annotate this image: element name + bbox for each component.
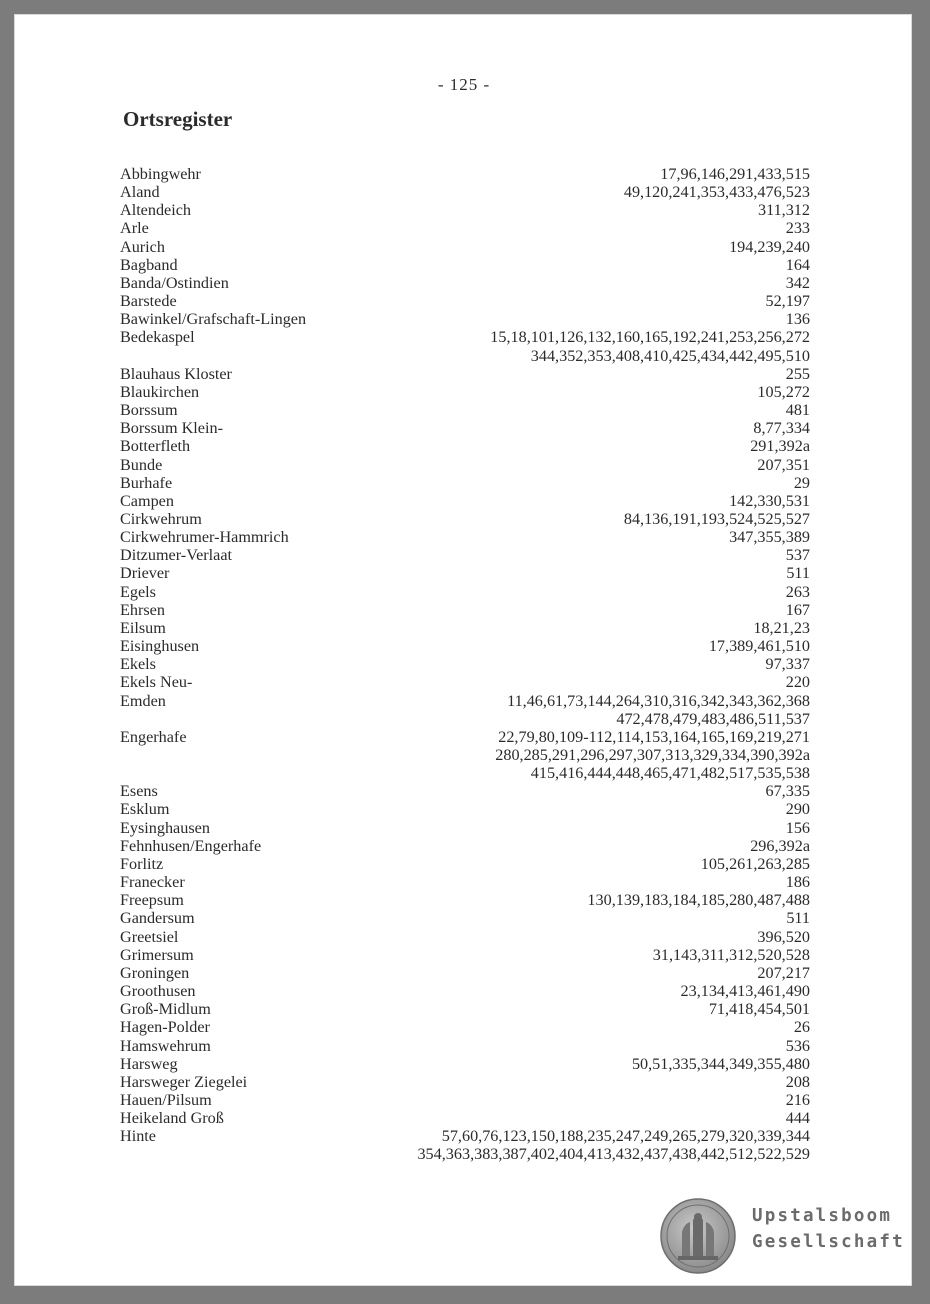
- place-name: Ekels: [120, 655, 156, 674]
- page-reference-line: 67,335: [765, 782, 810, 801]
- page-reference-line: 167: [785, 600, 810, 619]
- place-name: Groß-Midlum: [120, 1000, 211, 1019]
- page-reference-line: 31,143,311,312,520,528: [652, 945, 810, 964]
- place-name: Cirkwehrumer-Hammrich: [120, 528, 289, 547]
- page-references: [247, 1073, 810, 1091]
- page-references: [190, 437, 810, 455]
- index-entry: [120, 1037, 810, 1055]
- place-name: Groothusen: [120, 982, 196, 1001]
- page-references: [196, 982, 810, 1000]
- page-references: [177, 292, 810, 310]
- index-entry: [120, 619, 810, 637]
- index-entry: [120, 1000, 810, 1018]
- place-name: Greetsiel: [120, 927, 179, 946]
- index-entry: [120, 601, 810, 619]
- page-reference-line: 23,134,413,461,490: [680, 982, 810, 1001]
- page-reference-line: 208: [785, 1072, 810, 1091]
- page-reference-line: 220: [785, 673, 810, 692]
- page-references: [201, 165, 810, 183]
- page-reference-line: 8,77,334: [753, 419, 810, 438]
- index-entry: [120, 546, 810, 564]
- page-references: [160, 183, 810, 201]
- page-references: [187, 728, 810, 782]
- place-name: Arle: [120, 219, 149, 238]
- page-reference-line: 537: [785, 546, 810, 565]
- place-name: Engerhafe: [120, 727, 187, 746]
- page-references: [232, 546, 810, 564]
- page-references: [169, 800, 810, 818]
- place-name: Esklum: [120, 800, 170, 819]
- page-references: [211, 1000, 810, 1018]
- page-reference-line: 52,197: [765, 292, 810, 311]
- place-name: Hamswehrum: [120, 1036, 211, 1055]
- document-page: [14, 14, 912, 1286]
- place-name: Ekels Neu-: [120, 673, 193, 692]
- place-name: Ditzumer-Verlaat: [120, 546, 233, 565]
- place-name: Ehrsen: [120, 600, 165, 619]
- page-reference-line: 29: [793, 473, 810, 492]
- index-entry: [120, 401, 810, 419]
- place-name: Groningen: [120, 963, 190, 982]
- page-references: [232, 365, 810, 383]
- page-reference-line: 22,79,80,109-112,114,153,164,165,169,219,271: [498, 727, 810, 746]
- page-references: [261, 837, 810, 855]
- page-reference-line: 472,478,479,483,486,511,537: [616, 709, 810, 728]
- page-references: [202, 510, 810, 528]
- index-entry: [120, 928, 810, 946]
- page-reference-line: 164: [785, 255, 810, 274]
- page-reference-line: 444: [785, 1109, 810, 1128]
- index-entry: [120, 437, 810, 455]
- page-references: [178, 256, 810, 274]
- page-references: [199, 383, 810, 401]
- place-name: Forlitz: [120, 854, 164, 873]
- place-name: Heikeland Groß: [120, 1109, 224, 1128]
- place-name: Franecker: [120, 873, 185, 892]
- page-references: [162, 456, 810, 474]
- page-reference-line: 536: [785, 1036, 810, 1055]
- page-references: [178, 1055, 810, 1073]
- place-name: Altendeich: [120, 201, 192, 220]
- page-references: [156, 583, 810, 601]
- page-references: [163, 855, 810, 873]
- page-references: [178, 401, 810, 419]
- page-reference-line: 291,392a: [750, 437, 810, 456]
- page-reference-line: 142,330,531: [729, 491, 810, 510]
- place-name: Bedekaspel: [120, 328, 195, 347]
- page-reference-line: 255: [785, 364, 810, 383]
- page-reference-line: 290: [785, 800, 810, 819]
- place-name: Bawinkel/Grafschaft-Lingen: [120, 310, 307, 329]
- page-references: [166, 692, 810, 728]
- page-reference-line: 17,389,461,510: [708, 637, 810, 656]
- index-entry: [120, 873, 810, 891]
- page-number: - 125 -: [437, 75, 491, 94]
- index-entry: [120, 165, 810, 183]
- place-name: Gandersum: [120, 909, 195, 928]
- index-entry: [120, 492, 810, 510]
- page-references: [178, 928, 810, 946]
- page-reference-line: 105,261,263,285: [700, 854, 810, 873]
- page-reference-line: 207,351: [757, 455, 810, 474]
- place-name: Campen: [120, 491, 174, 510]
- page-reference-line: 18,21,23: [753, 618, 810, 637]
- index-entry: [120, 564, 810, 582]
- page-references: [156, 1127, 810, 1163]
- page-references: [165, 238, 810, 256]
- page-reference-line: 347,355,389: [729, 528, 810, 547]
- place-index: [120, 165, 810, 1164]
- page-reference-line: 15,18,101,126,132,160,165,192,241,253,256,272: [490, 328, 810, 347]
- index-entry: [120, 673, 810, 691]
- index-entry: [120, 637, 810, 655]
- index-entry: [120, 1109, 810, 1127]
- page-references: [194, 946, 810, 964]
- upstalsboom-seal-icon: [660, 1198, 736, 1274]
- index-entry: [120, 891, 810, 909]
- place-name: Aland: [120, 183, 160, 202]
- index-entry: [120, 1073, 810, 1091]
- index-entry: [120, 256, 810, 274]
- index-entry: [120, 800, 810, 818]
- page-references: [195, 909, 810, 927]
- place-name: Bagband: [120, 255, 178, 274]
- page-reference-line: 511: [786, 564, 810, 583]
- place-name: Eysinghausen: [120, 818, 210, 837]
- index-entry: [120, 982, 810, 1000]
- page-reference-line: 396,520: [757, 927, 810, 946]
- place-name: Bunde: [120, 455, 163, 474]
- index-entry: [120, 310, 810, 328]
- page-reference-line: 71,418,454,501: [708, 1000, 810, 1019]
- page-references: [169, 564, 810, 582]
- page-references: [166, 619, 810, 637]
- page-references: [158, 782, 810, 800]
- page-references: [172, 474, 810, 492]
- page-references: [223, 419, 810, 437]
- index-entry: [120, 456, 810, 474]
- place-name: Banda/Ostindien: [120, 273, 229, 292]
- page-reference-line: 130,139,183,184,185,280,487,488: [587, 891, 810, 910]
- page-references: [210, 819, 810, 837]
- index-entry: [120, 655, 810, 673]
- index-entry: [120, 909, 810, 927]
- page-reference-line: 354,363,383,387,402,404,413,432,437,438,442,512,522,529: [417, 1145, 810, 1164]
- index-entry: [120, 1055, 810, 1073]
- page-references: [156, 655, 810, 673]
- page-references: [165, 601, 810, 619]
- index-entry: [120, 383, 810, 401]
- index-entry: [120, 365, 810, 383]
- place-name: Freepsum: [120, 891, 184, 910]
- place-name: Grimersum: [120, 945, 194, 964]
- page-references: [229, 274, 810, 292]
- place-name: Hauen/Pilsum: [120, 1090, 212, 1109]
- page-reference-line: 216: [785, 1090, 810, 1109]
- index-entry: [120, 1091, 810, 1109]
- page-reference-line: 97,337: [765, 655, 810, 674]
- page-reference-line: 11,46,61,73,144,264,310,316,342,343,362,368: [507, 691, 810, 710]
- index-entry: [120, 219, 810, 237]
- page-reference-line: 186: [785, 873, 810, 892]
- logo-line-1: Upstalsboom: [752, 1206, 893, 1226]
- page-reference-line: 194,239,240: [729, 237, 810, 256]
- index-entry: [120, 274, 810, 292]
- page-references: [149, 219, 810, 237]
- index-entry: [120, 510, 810, 528]
- place-name: Burhafe: [120, 473, 173, 492]
- index-entry: [120, 946, 810, 964]
- page-reference-line: 342: [785, 273, 810, 292]
- place-name: Blaukirchen: [120, 382, 200, 401]
- page-reference-line: 233: [785, 219, 810, 238]
- page-reference-line: 105,272: [757, 382, 810, 401]
- index-entry: [120, 782, 810, 800]
- page-reference-line: 50,51,335,344,349,355,480: [631, 1054, 810, 1073]
- page-references: [192, 673, 810, 691]
- page-reference-line: 511: [786, 909, 810, 928]
- page-references: [199, 637, 810, 655]
- index-entry: [120, 292, 810, 310]
- place-name: Driever: [120, 564, 170, 583]
- place-name: Harsweg: [120, 1054, 178, 1073]
- page-references: [210, 1018, 810, 1036]
- page-references: [174, 492, 810, 510]
- page-reference-line: 263: [785, 582, 810, 601]
- index-entry: [120, 855, 810, 873]
- page-reference-line: 280,285,291,296,297,307,313,329,334,390,392a: [495, 746, 810, 764]
- page-reference-line: 17,96,146,291,433,515: [660, 165, 810, 183]
- page-reference-line: 207,217: [757, 963, 810, 982]
- logo-line-2: Gesellschaft: [752, 1232, 905, 1252]
- page-reference-line: 57,60,76,123,150,188,235,247,249,265,279,320,339,344: [441, 1127, 810, 1146]
- page-references: [306, 310, 810, 328]
- page-references: [211, 1037, 810, 1055]
- place-name: Barstede: [120, 292, 177, 311]
- page-reference-line: 481: [785, 401, 810, 420]
- place-name: Blauhaus Kloster: [120, 364, 232, 383]
- page-reference-line: 136: [785, 310, 810, 329]
- index-entry: [120, 1127, 810, 1163]
- page-reference-line: 296,392a: [750, 836, 810, 855]
- place-name: Eilsum: [120, 618, 166, 637]
- index-entry: [120, 728, 810, 782]
- page-references: [185, 873, 810, 891]
- place-name: Eisinghusen: [120, 637, 200, 656]
- page-references: [184, 891, 810, 909]
- index-entry: [120, 583, 810, 601]
- place-name: Harsweger Ziegelei: [120, 1072, 248, 1091]
- place-name: Borssum Klein-: [120, 419, 223, 438]
- index-entry: [120, 474, 810, 492]
- page-references: [224, 1109, 810, 1127]
- page-reference-line: 415,416,444,448,465,471,482,517,535,538: [530, 764, 810, 783]
- index-entry: [120, 692, 810, 728]
- index-entry: [120, 328, 810, 364]
- place-name: Cirkwehrum: [120, 509, 202, 528]
- index-entry: [120, 1018, 810, 1036]
- place-name: Borssum: [120, 401, 178, 420]
- place-name: Egels: [120, 582, 156, 601]
- place-name: Abbingwehr: [120, 165, 201, 183]
- page-references: [191, 201, 810, 219]
- publisher-logo: [660, 1198, 910, 1278]
- page-references: [195, 328, 810, 364]
- index-entry: [120, 837, 810, 855]
- index-entry: [120, 528, 810, 546]
- place-name: Fehnhusen/Engerhafe: [120, 836, 262, 855]
- index-entry: [120, 238, 810, 256]
- page-references: [189, 964, 810, 982]
- page-reference-line: 344,352,353,408,410,425,434,442,495,510: [530, 346, 810, 365]
- place-name: Emden: [120, 691, 166, 710]
- index-entry: [120, 964, 810, 982]
- place-name: Aurich: [120, 237, 165, 256]
- page-references: [212, 1091, 810, 1109]
- page-references: [289, 528, 810, 546]
- page-reference-line: 26: [793, 1018, 810, 1037]
- place-name: Hagen-Polder: [120, 1018, 210, 1037]
- index-entry: [120, 201, 810, 219]
- page-reference-line: 311,312: [757, 201, 810, 220]
- page-reference-line: 156: [785, 818, 810, 837]
- place-name: Hinte: [120, 1127, 156, 1146]
- page-reference-line: 84,136,191,193,524,525,527: [623, 509, 810, 528]
- index-entry: [120, 183, 810, 201]
- page-reference-line: 49,120,241,353,433,476,523: [623, 183, 810, 202]
- index-entry: [120, 419, 810, 437]
- place-name: Botterfleth: [120, 437, 191, 456]
- place-name: Esens: [120, 782, 158, 801]
- index-entry: [120, 819, 810, 837]
- page-title: Ortsregister: [123, 107, 233, 131]
